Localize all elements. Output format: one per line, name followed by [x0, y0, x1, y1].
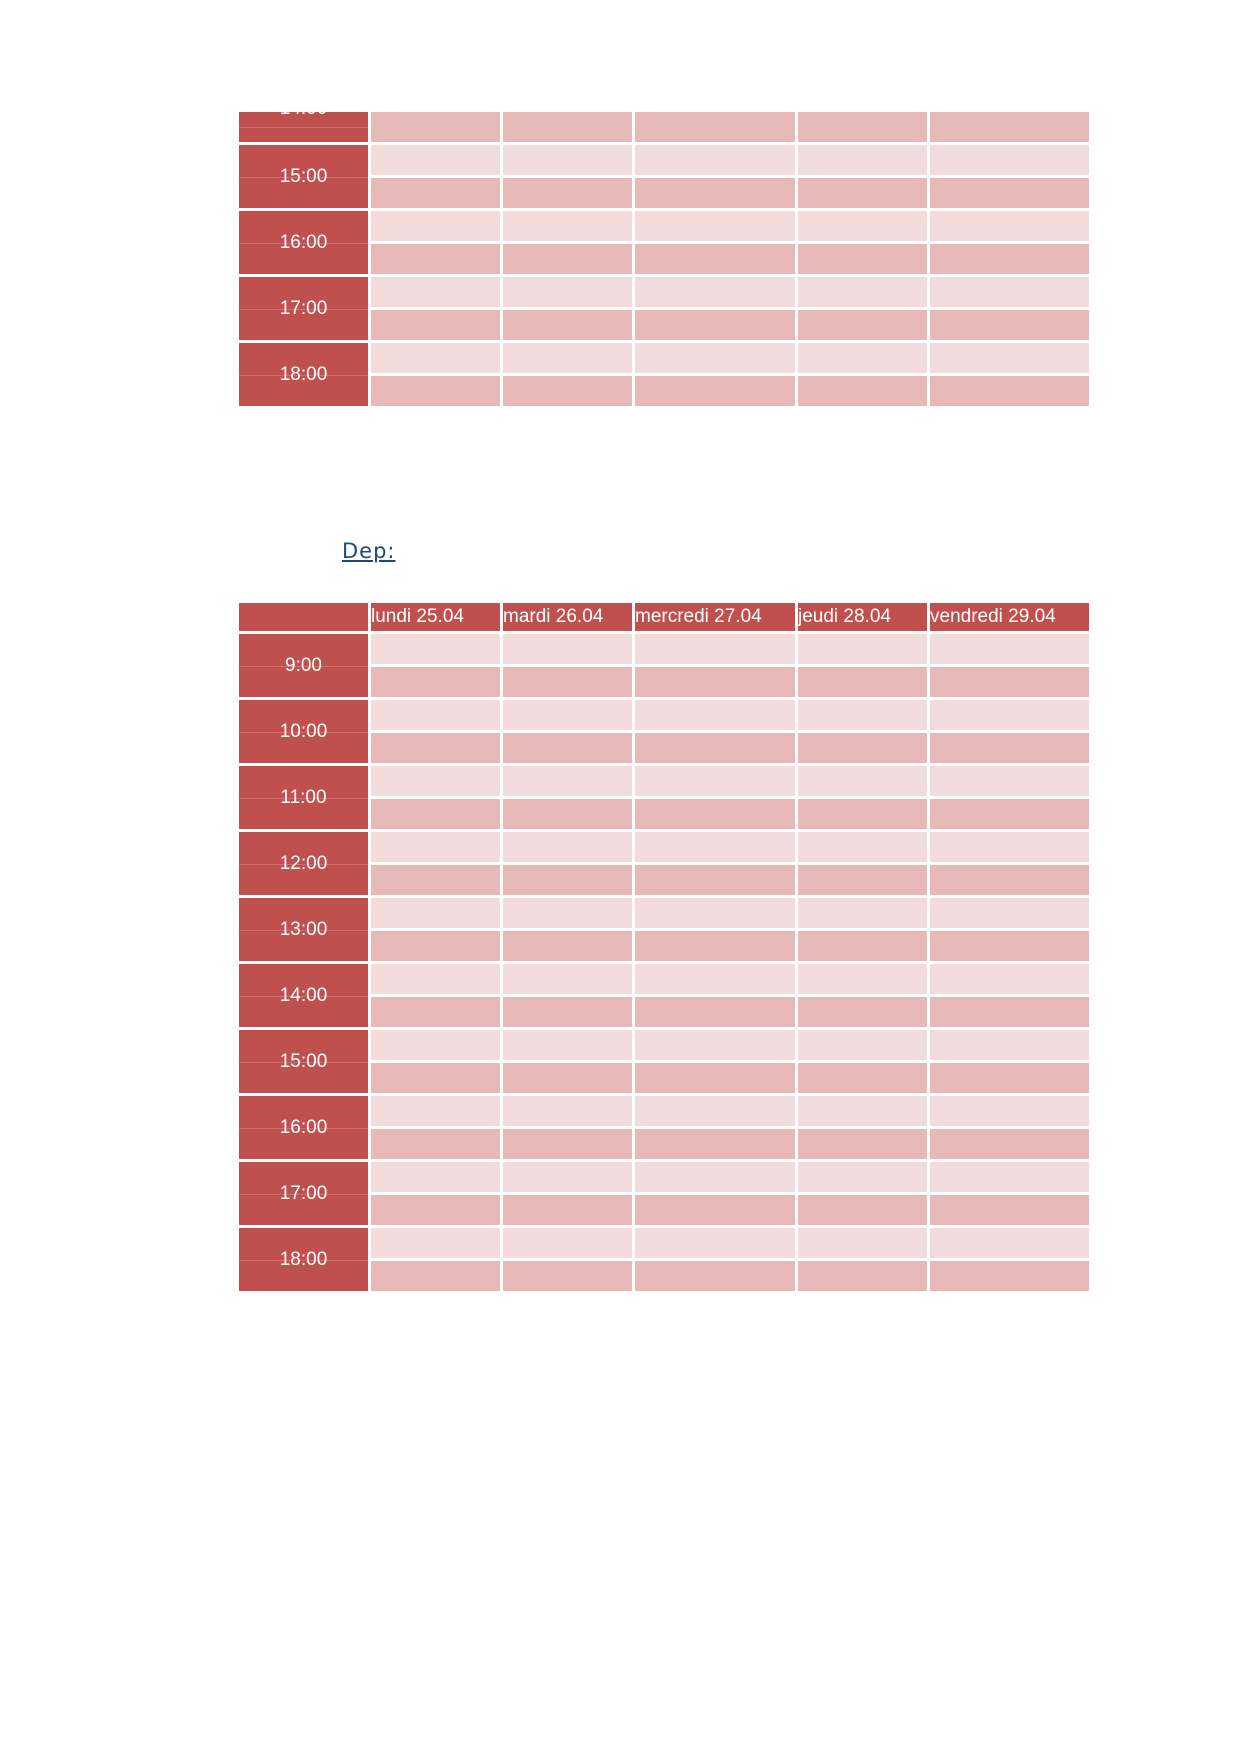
time-label	[239, 277, 368, 340]
schedule-slot[interactable]	[503, 376, 632, 406]
schedule-slot[interactable]	[371, 244, 500, 274]
schedule-slot[interactable]	[798, 1030, 927, 1060]
schedule-slot[interactable]	[371, 178, 500, 208]
schedule-slot[interactable]	[798, 376, 927, 406]
schedule-slot[interactable]	[930, 178, 1089, 208]
day-header: mercredi 27.04	[635, 603, 795, 631]
schedule-slot[interactable]	[930, 244, 1089, 274]
schedule-slot[interactable]	[798, 898, 927, 928]
schedule-slot[interactable]	[635, 997, 795, 1027]
schedule-slot[interactable]	[371, 1063, 500, 1093]
schedule-slot[interactable]	[798, 997, 927, 1027]
schedule-slot[interactable]	[798, 667, 927, 697]
schedule-slot[interactable]	[798, 277, 927, 307]
schedule-slot[interactable]	[635, 1030, 795, 1060]
time-label	[239, 98, 368, 142]
schedule-slot[interactable]	[503, 244, 632, 274]
schedule-slot[interactable]	[503, 1162, 632, 1192]
schedule-slot[interactable]	[503, 145, 632, 175]
schedule-slot[interactable]	[798, 634, 927, 664]
schedule-slot[interactable]	[930, 931, 1089, 961]
schedule-table	[239, 603, 1089, 1291]
time-label	[239, 145, 368, 208]
schedule-slot[interactable]	[798, 244, 927, 274]
schedule-slot[interactable]	[635, 931, 795, 961]
schedule-slot[interactable]	[930, 799, 1089, 829]
schedule-slot[interactable]	[503, 343, 632, 373]
day-header: jeudi 28.04	[798, 603, 927, 631]
schedule-slot[interactable]	[930, 1162, 1089, 1192]
schedule-slot[interactable]	[635, 766, 795, 796]
schedule-slot[interactable]	[798, 178, 927, 208]
schedule-slot[interactable]	[371, 376, 500, 406]
schedule-slot[interactable]	[635, 343, 795, 373]
time-label	[239, 700, 368, 763]
schedule-grid-bottom	[239, 603, 1089, 1291]
time-label-text: 18:00	[279, 363, 328, 385]
schedule-slot[interactable]	[635, 634, 795, 664]
schedule-slot[interactable]	[503, 997, 632, 1027]
schedule-slot[interactable]	[503, 1228, 632, 1258]
schedule-slot[interactable]	[930, 376, 1089, 406]
schedule-slot[interactable]	[798, 1228, 927, 1258]
schedule-slot[interactable]	[930, 1096, 1089, 1126]
time-label-text: 18:00	[279, 1248, 328, 1270]
schedule-slot[interactable]	[635, 1129, 795, 1159]
schedule-slot[interactable]	[635, 145, 795, 175]
schedule-slot[interactable]	[503, 1030, 632, 1060]
schedule-slot[interactable]	[371, 766, 500, 796]
schedule-slot[interactable]	[798, 1162, 927, 1192]
schedule-slot[interactable]	[371, 898, 500, 928]
schedule-slot[interactable]	[635, 700, 795, 730]
schedule-slot[interactable]	[930, 766, 1089, 796]
schedule-slot[interactable]	[798, 865, 927, 895]
schedule-slot[interactable]	[930, 1261, 1089, 1291]
schedule-slot[interactable]	[503, 898, 632, 928]
schedule-slot[interactable]	[635, 1096, 795, 1126]
schedule-slot[interactable]	[635, 310, 795, 340]
schedule-slot[interactable]	[930, 634, 1089, 664]
time-label-text: 15:00	[279, 165, 328, 187]
schedule-slot[interactable]	[503, 865, 632, 895]
schedule-slot[interactable]	[503, 310, 632, 340]
schedule-slot[interactable]	[635, 244, 795, 274]
schedule-slot[interactable]	[798, 766, 927, 796]
schedule-slot[interactable]	[635, 832, 795, 862]
schedule-slot[interactable]	[798, 733, 927, 763]
schedule-slot[interactable]	[371, 211, 500, 241]
time-label	[239, 1228, 368, 1291]
schedule-slot[interactable]	[371, 277, 500, 307]
schedule-slot[interactable]	[635, 1261, 795, 1291]
schedule-slot[interactable]	[503, 766, 632, 796]
schedule-slot[interactable]	[371, 997, 500, 1027]
time-label-text: 9:00	[285, 654, 322, 676]
day-header: mardi 26.04	[503, 603, 632, 631]
schedule-slot[interactable]	[798, 1195, 927, 1225]
schedule-slot[interactable]	[798, 310, 927, 340]
schedule-slot[interactable]	[930, 898, 1089, 928]
schedule-slot[interactable]	[635, 1195, 795, 1225]
schedule-slot[interactable]	[930, 1030, 1089, 1060]
schedule-slot[interactable]	[371, 145, 500, 175]
time-label	[239, 343, 368, 406]
schedule-slot[interactable]	[371, 832, 500, 862]
time-label-text: 13:00	[279, 918, 328, 940]
schedule-slot[interactable]	[371, 700, 500, 730]
schedule-slot[interactable]	[371, 310, 500, 340]
day-header: vendredi 29.04	[930, 603, 1089, 631]
schedule-slot[interactable]	[798, 343, 927, 373]
schedule-slot[interactable]	[635, 1162, 795, 1192]
schedule-slot[interactable]	[930, 1063, 1089, 1093]
schedule-slot[interactable]	[503, 832, 632, 862]
schedule-slot[interactable]	[503, 1096, 632, 1126]
schedule-slot[interactable]	[503, 964, 632, 994]
schedule-slot[interactable]	[930, 865, 1089, 895]
schedule-slot[interactable]	[798, 931, 927, 961]
schedule-slot[interactable]	[635, 1228, 795, 1258]
schedule-slot[interactable]	[635, 799, 795, 829]
time-label	[239, 1096, 368, 1159]
schedule-slot[interactable]	[503, 634, 632, 664]
schedule-slot[interactable]	[371, 1261, 500, 1291]
schedule-slot[interactable]	[930, 964, 1089, 994]
schedule-slot[interactable]	[503, 733, 632, 763]
time-label-text: 17:00	[279, 1182, 328, 1204]
schedule-slot[interactable]	[371, 634, 500, 664]
schedule-slot[interactable]	[371, 964, 500, 994]
schedule-slot[interactable]	[503, 1261, 632, 1291]
schedule-slot[interactable]	[503, 1129, 632, 1159]
schedule-slot[interactable]	[503, 112, 632, 142]
schedule-slot[interactable]	[635, 277, 795, 307]
schedule-slot[interactable]	[371, 1195, 500, 1225]
schedule-slot[interactable]	[371, 1096, 500, 1126]
schedule-slot[interactable]	[635, 898, 795, 928]
schedule-slot[interactable]	[635, 865, 795, 895]
schedule-slot[interactable]	[930, 700, 1089, 730]
schedule-slot[interactable]	[798, 112, 927, 142]
schedule-slot[interactable]	[635, 1063, 795, 1093]
schedule-slot[interactable]	[930, 1195, 1089, 1225]
time-label	[239, 964, 368, 1027]
schedule-slot[interactable]	[635, 211, 795, 241]
schedule-slot[interactable]	[503, 931, 632, 961]
schedule-slot[interactable]	[371, 865, 500, 895]
schedule-slot[interactable]	[371, 1228, 500, 1258]
schedule-slot[interactable]	[798, 211, 927, 241]
schedule-slot[interactable]	[635, 178, 795, 208]
schedule-slot[interactable]	[371, 931, 500, 961]
schedule-slot[interactable]	[930, 832, 1089, 862]
time-label-text: 10:00	[279, 720, 328, 742]
schedule-slot[interactable]	[930, 145, 1089, 175]
time-label-text: 16:00	[279, 231, 328, 253]
schedule-slot[interactable]	[798, 964, 927, 994]
schedule-slot[interactable]	[930, 310, 1089, 340]
time-label	[239, 832, 368, 895]
schedule-slot[interactable]	[635, 112, 795, 142]
time-label	[239, 211, 368, 274]
schedule-slot[interactable]	[930, 277, 1089, 307]
schedule-slot[interactable]	[930, 733, 1089, 763]
schedule-slot[interactable]	[371, 799, 500, 829]
schedule-slot[interactable]	[503, 1195, 632, 1225]
schedule-slot[interactable]	[371, 1162, 500, 1192]
schedule-table-continued	[239, 98, 1089, 406]
schedule-slot[interactable]	[798, 1063, 927, 1093]
time-label	[239, 634, 368, 697]
schedule-slot[interactable]	[503, 1063, 632, 1093]
time-label-text: 14:00	[279, 98, 328, 119]
schedule-slot[interactable]	[503, 211, 632, 241]
schedule-slot[interactable]	[503, 178, 632, 208]
schedule-slot[interactable]	[371, 112, 500, 142]
schedule-slot[interactable]	[798, 799, 927, 829]
schedule-slot[interactable]	[371, 1129, 500, 1159]
schedule-slot[interactable]	[798, 1261, 927, 1291]
time-label	[239, 1162, 368, 1225]
time-label	[239, 766, 368, 829]
time-label	[239, 898, 368, 961]
schedule-slot[interactable]	[798, 1129, 927, 1159]
schedule-slot[interactable]	[930, 1228, 1089, 1258]
schedule-slot[interactable]	[930, 343, 1089, 373]
day-header: lundi 25.04	[371, 603, 500, 631]
time-label-text: 17:00	[279, 297, 328, 319]
schedule-slot[interactable]	[930, 997, 1089, 1027]
schedule-slot[interactable]	[635, 667, 795, 697]
header-corner-cell	[239, 603, 368, 631]
schedule-slot[interactable]	[798, 832, 927, 862]
schedule-slot[interactable]	[930, 211, 1089, 241]
dep-label: Dep:	[342, 539, 396, 563]
schedule-slot[interactable]	[798, 1096, 927, 1126]
schedule-slot[interactable]	[371, 343, 500, 373]
schedule-slot[interactable]	[635, 733, 795, 763]
schedule-slot[interactable]	[503, 277, 632, 307]
schedule-grid-top	[239, 98, 1089, 406]
time-label-text: 16:00	[279, 1116, 328, 1138]
time-label-text: 15:00	[279, 1050, 328, 1072]
time-label-text: 12:00	[279, 852, 328, 874]
schedule-slot[interactable]	[930, 1129, 1089, 1159]
time-label-text: 14:00	[279, 984, 328, 1006]
schedule-slot[interactable]	[503, 700, 632, 730]
time-label	[239, 1030, 368, 1093]
schedule-slot[interactable]	[930, 112, 1089, 142]
schedule-slot[interactable]	[635, 376, 795, 406]
schedule-slot[interactable]	[371, 1030, 500, 1060]
schedule-slot[interactable]	[503, 667, 632, 697]
schedule-slot[interactable]	[503, 799, 632, 829]
schedule-slot[interactable]	[371, 733, 500, 763]
time-label-text: 11:00	[280, 786, 327, 808]
schedule-slot[interactable]	[798, 145, 927, 175]
schedule-slot[interactable]	[930, 667, 1089, 697]
schedule-slot[interactable]	[635, 964, 795, 994]
schedule-slot[interactable]	[371, 667, 500, 697]
schedule-slot[interactable]	[798, 700, 927, 730]
